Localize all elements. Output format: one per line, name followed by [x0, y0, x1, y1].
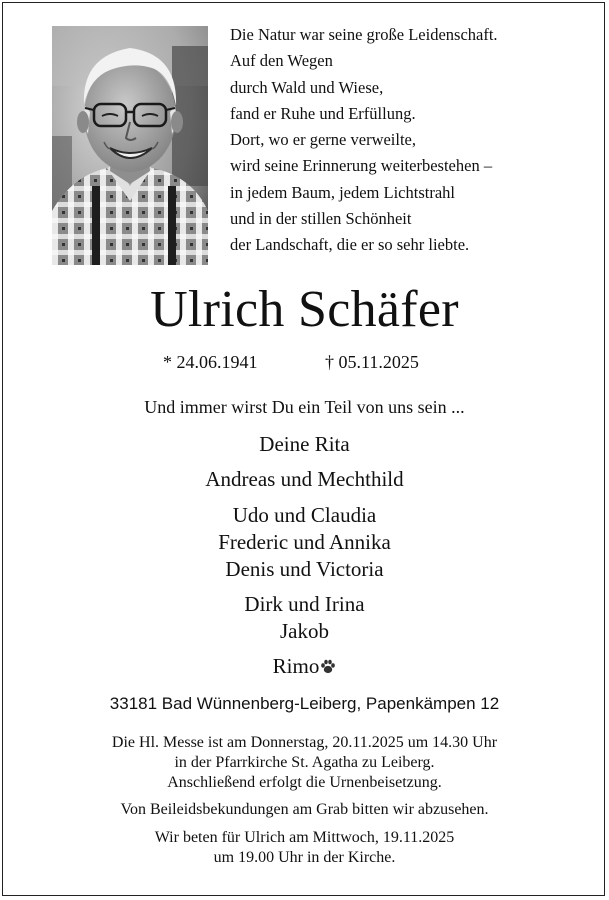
condolence-note: Von Beileidsbekundungen am Grab bitten wir abzusehen.	[120, 801, 489, 818]
birth-date: * 24.06.1941	[163, 352, 258, 372]
service-info-line: Die Hl. Messe ist am Donnerstag, 20.11.2025 um 14.30 Uhr	[111, 734, 498, 751]
death-date: † 05.11.2025	[325, 352, 419, 372]
poem-line: Auf den Wegen	[230, 51, 333, 71]
prayer-info-line: Wir beten für Ulrich am Mittwoch, 19.11.2025	[154, 829, 455, 846]
family-member: Frederic und Annika	[218, 530, 391, 554]
family-member: Dirk und Irina	[244, 592, 365, 616]
poem-line: durch Wald und Wiese,	[230, 77, 384, 97]
poem-line: der Landschaft, die er so sehr liebte.	[230, 235, 470, 255]
poem-line: in jedem Baum, jedem Lichtstrahl	[230, 182, 455, 202]
poem-line: wird seine Erinnerung weiterbestehen –	[230, 156, 493, 176]
family-member: Denis und Victoria	[225, 557, 384, 581]
family-member: Andreas und Mechthild	[205, 467, 404, 491]
prayer-info-line: um 19.00 Uhr in der Kirche.	[213, 849, 396, 866]
memorial-poem	[230, 22, 498, 259]
service-info-line: in der Pfarrkirche St. Agatha zu Leiberg.	[174, 754, 435, 771]
portrait-photo	[52, 26, 208, 265]
poem-line: Die Natur war seine große Leidenschaft.	[230, 25, 498, 44]
family-member: Deine Rita	[259, 432, 350, 456]
family-pet	[0, 654, 609, 680]
poem-line: und in der stillen Schönheit	[230, 209, 412, 229]
memorial-tagline: Und immer wirst Du ein Teil von uns sein ...	[144, 397, 465, 417]
service-info-line: Anschließend erfolgt die Urnenbeisetzung.	[167, 774, 442, 791]
deceased-name: Ulrich Schäfer	[150, 281, 459, 338]
family-member: Udo und Claudia	[232, 503, 377, 527]
paw-print-icon	[320, 655, 336, 680]
family-address: 33181 Bad Wünnenberg-Leiberg, Papenkämpen 12	[109, 694, 500, 713]
poem-line: Dort, wo er gerne verweilte,	[230, 130, 417, 150]
family-member: Jakob	[280, 619, 329, 643]
poem-line: fand er Ruhe und Erfüllung.	[230, 103, 416, 123]
pet-name: Rimo	[272, 654, 320, 678]
